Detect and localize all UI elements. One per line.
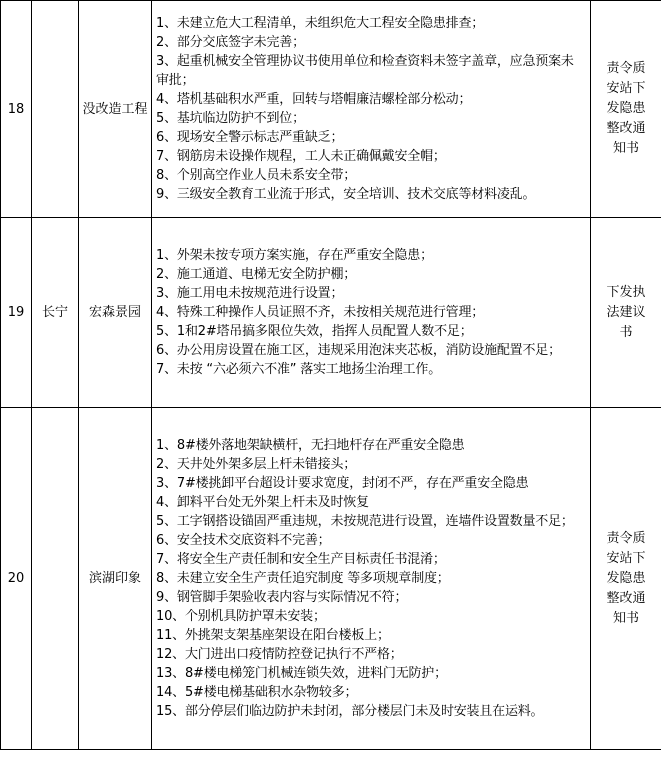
issues-cell — [152, 1, 591, 218]
action-cell: 责令质安站下发隐患整改通知书 — [591, 408, 661, 750]
table-row-19 — [1, 218, 661, 408]
issue-item: 9、钢管脚手架验收表内容与实际情况不符； — [156, 588, 586, 607]
issue-item: 1、外架未按专项方案实施，存在严重安全隐患； — [156, 246, 586, 265]
next-row-border — [32, 749, 661, 760]
issue-item: 2、施工通道、电梯无安全防护棚； — [156, 265, 586, 284]
issue-item: 8、个别高空作业人员未系安全带； — [156, 166, 586, 185]
project-name-cell: 宏森景园 — [79, 218, 152, 408]
issue-item: 3、施工用电未按规范进行设置； — [156, 284, 586, 303]
row-number-cell: 20 — [1, 408, 32, 750]
issue-item: 4、特殊工种操作人员证照不齐，未按相关规范进行管理； — [156, 303, 586, 322]
row-number-cell: 19 — [1, 218, 32, 408]
issue-item: 3、7#楼挑卸平台超设计要求宽度，封闭不严，存在严重安全隐患 — [156, 474, 586, 493]
issue-item: 1、8#楼外落地架缺横杆，无扫地杆存在严重安全隐患 — [156, 436, 586, 455]
issue-item: 2、天井处外架多层上杆未错接头； — [156, 455, 586, 474]
issue-item: 14、5#楼电梯基础积水杂物较多； — [156, 683, 586, 702]
issues-cell — [152, 218, 591, 408]
action-cell: 责令质安站下发隐患整改通知书 — [591, 1, 661, 218]
issue-item: 9、三级安全教育工业流于形式，安全培训、技术交底等材料凌乱。 — [156, 185, 586, 204]
issue-item: 8、未建立安全生产责任追究制度 等多项规章制度； — [156, 569, 586, 588]
issue-item: 12、大门进出口疫情防控登记执行不严格； — [156, 645, 586, 664]
issue-item: 5、工字钢搭设锚固严重违规，未按规范进行设置，连墙件设置数量不足； — [156, 512, 586, 531]
issue-item: 5、1和2#塔吊搞多限位失效，指挥人员配置人数不足； — [156, 322, 586, 341]
issue-item: 13、8#楼电梯笼门机械连锁失效，进料门无防护； — [156, 664, 586, 683]
issue-item: 5、基坑临边防护不到位； — [156, 109, 586, 128]
issue-item: 6、安全技术交底资料不完善； — [156, 531, 586, 550]
district-cell: 长宁 — [32, 218, 79, 408]
row-number-cell: 18 — [1, 1, 32, 218]
action-cell: 下发执法建议书 — [591, 218, 661, 408]
issue-item: 15、部分停层们临边防护未封闭，部分楼层门未及时安装且在运料。 — [156, 702, 586, 721]
issue-item: 4、卸料平台处无外架上杆未及时恢复 — [156, 493, 586, 512]
issue-item: 6、办公用房设置在施工区，违规采用泡沫夹芯板，消防设施配置不足； — [156, 341, 586, 360]
project-name-cell: 滨湖印象 — [79, 408, 152, 750]
table-row-18 — [1, 1, 661, 218]
issue-item: 11、外挑架支架基座架设在阳台楼板上； — [156, 626, 586, 645]
issue-item: 3、起重机械安全管理协议书使用单位和检查资料未签字盖章，应急预案未审批； — [156, 52, 586, 90]
issue-item: 10、个别机具防护罩未安装； — [156, 607, 586, 626]
district-cell — [32, 408, 79, 750]
issue-item: 7、将安全生产责任制和安全生产目标责任书混淆； — [156, 550, 586, 569]
issue-item: 1、未建立危大工程清单，未组织危大工程安全隐患排查； — [156, 14, 586, 33]
issue-item: 6、现场安全警示标志严重缺乏； — [156, 128, 586, 147]
district-cell — [32, 1, 79, 218]
issues-cell — [152, 408, 591, 750]
table-row-20 — [1, 408, 661, 750]
issue-item: 2、部分交底签字未完善； — [156, 33, 586, 52]
issue-item: 7、未按 “六必须六不准” 落实工地扬尘治理工作。 — [156, 360, 586, 379]
issue-item: 4、塔机基础积水严重，回转与塔帽廉洁螺栓部分松动； — [156, 90, 586, 109]
project-name-cell: 没改造工程 — [79, 1, 152, 218]
issue-item: 7、钢筋房未设操作规程，工人未正确佩戴安全帽； — [156, 147, 586, 166]
